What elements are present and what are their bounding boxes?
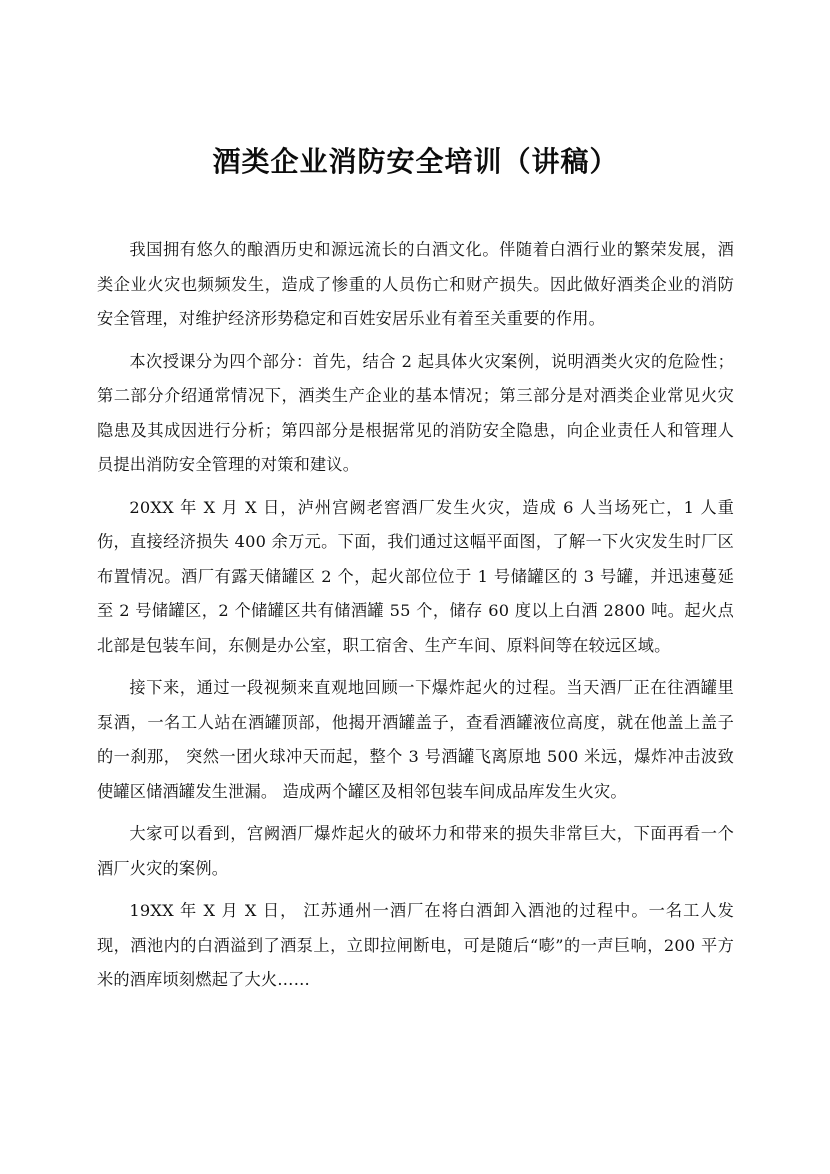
document-body: [97, 233, 734, 998]
paragraph-video: 接下来，通过一段视频来直观地回顾一下爆炸起火的过程。当天酒厂正在往酒罐里泵酒，一名工人站在酒罐顶部，他揭开酒罐盖子，查看酒罐液位高度，就在他盖上盖子的一刹那， 突然一团火球冲天而起，整个 3 号酒罐飞离原地 500 米远，爆炸冲击波致使罐区储酒罐发生泄漏。 造成两个罐区及相邻包装车间成品库发生火灾。: [97, 678, 734, 801]
paragraph-case-two: 19XX 年 X 月 X 日， 江苏通州一酒厂在将白酒卸入酒池的过程中。一名工人发现，酒池内的白酒溢到了酒泵上，立即拉闸断电，可是随后“嘭”的一声巨响，200 平方米的酒库顷刻燃起了大火……: [97, 901, 734, 989]
page-title: 酒类企业消防安全培训（讲稿）: [212, 145, 619, 178]
paragraph-outline: 本次授课分为四个部分：首先，结合 2 起具体火灾案例，说明酒类火灾的危险性；第二部分介绍通常情况下，酒类生产企业的基本情况；第三部分是对酒类企业常见火灾隐患及其成因进行分析；第四部分是根据常见的消防安全隐患，向企业责任人和管理人员提出消防安全管理的对策和建议。: [97, 351, 734, 474]
paragraph-intro: 我国拥有悠久的酿酒历史和源远流长的白酒文化。伴随着白酒行业的繁荣发展，酒类企业火灾也频频发生，造成了惨重的人员伤亡和财产损失。因此做好酒类企业的消防安全管理，对维护经济形势稳定和百姓安居乐业有着至关重要的作用。: [97, 240, 734, 328]
paragraph-case-one: 20XX 年 X 月 X 日，泸州宫阙老窖酒厂发生火灾，造成 6 人当场死亡，1 人重伤，直接经济损失 400 余万元。下面，我们通过这幅平面图，了解一下火灾发生时厂区布置情况。酒厂有露天储罐区 2 个，起火部位位于 1 号储罐区的 3 号罐，并迅速蔓延至 2 号储罐区，2 个储罐区共有储酒罐 55 个，储存 60 度以上白酒 2800 吨。起火点北部是包装车间，东侧是办公室，职工宿舍、生产车间、原料间等在较远区域。: [97, 497, 734, 655]
paragraph-transition: 大家可以看到，宫阙酒厂爆炸起火的破坏力和带来的损失非常巨大，下面再看一个酒厂火灾的案例。: [97, 824, 734, 878]
